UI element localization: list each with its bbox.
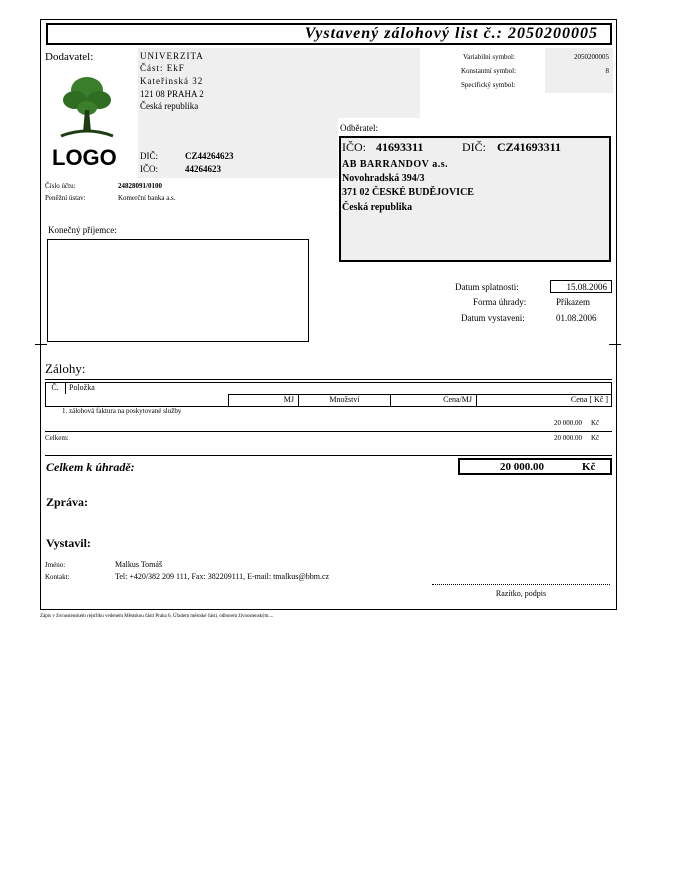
customer-dic-value: CZ41693311 [497, 140, 562, 154]
header-col-quantity: Množství [298, 394, 390, 406]
supplier-ico-label: IČO: [140, 164, 158, 174]
customer-street: Novohradská 394/3 [342, 173, 425, 184]
to-pay-currency: Kč [582, 461, 596, 473]
bank-value: Komerční banka a.s. [118, 194, 176, 202]
due-date-label: Datum splatnosti: [455, 282, 519, 292]
final-recipient-box [47, 239, 309, 342]
stamp-label: Razítko, podpis [495, 589, 547, 598]
supplier-dic-label: DIČ: [140, 151, 158, 161]
logo-text: LOGO [52, 145, 117, 170]
payment-method-label: Forma úhrady: [473, 297, 527, 307]
customer-dic-label: DIČ: [462, 140, 486, 154]
advances-heading: Zálohy: [45, 361, 86, 376]
variable-symbol-label: Variabilní symbol: [463, 53, 515, 61]
footer-note: Zápis v živnostenském rejstříku vedeném Městskou částí Praha 6, Úřadem městské části, odborem živnostenským.... [40, 614, 274, 619]
supplier-city: 121 08 PRAHA 2 [140, 89, 204, 99]
supplier-ico-value: 44264623 [185, 164, 221, 174]
to-pay-box [458, 458, 612, 475]
section-separator [35, 344, 47, 345]
specific-symbol-label: Specifický symbol: [461, 81, 516, 89]
customer-country: Česká republika [342, 202, 413, 213]
issue-date-label: Datum vystavení: [461, 313, 525, 323]
advances-header-row-1 [45, 382, 612, 394]
payment-method-value: Příkazem [556, 297, 590, 307]
header-col-price: Cena [ Kč ] [476, 394, 612, 406]
to-pay-rule [45, 455, 612, 456]
total-rule [45, 431, 612, 432]
tree-logo-icon [57, 70, 117, 140]
supplier-street: Kateřinská 32 [140, 76, 204, 86]
message-label: Zpráva: [46, 495, 88, 509]
variable-symbol-value: 2050200005 [574, 53, 609, 61]
customer-name: AB BARRANDOV a.s. [342, 159, 449, 170]
bank-label: Peněžní ústav: [45, 194, 86, 202]
account-value: 24828091/0100 [118, 182, 162, 190]
due-date-value: 15.08.2006 [550, 280, 612, 293]
section-separator [609, 344, 621, 345]
issuer-contact-label: Kontakt: [45, 573, 70, 581]
supplier-label: Dodavatel: [45, 51, 94, 63]
account-label: Číslo účtu: [45, 182, 76, 190]
advances-top-rule [45, 379, 612, 380]
supplier-part: Část: EkF [140, 63, 185, 73]
supplier-name: UNIVERZITA [140, 51, 204, 61]
customer-city: 371 02 ČESKÉ BUDĚJOVICE [342, 187, 474, 198]
header-col-item: Položka [65, 382, 612, 394]
to-pay-amount: 20 000.00 [500, 461, 544, 473]
issuer-name-value: Malkus Tomáš [115, 560, 163, 569]
issued-by-heading: Vystavil: [46, 536, 91, 550]
advance-row-amount: 20 000.00 [554, 419, 582, 427]
constant-symbol-value: 8 [605, 67, 609, 75]
advance-row-currency: Kč [591, 419, 600, 427]
document-title: Vystavený zálohový list č.: 2050200005 [46, 23, 612, 45]
supplier-id-grey-panel [138, 118, 338, 178]
header-col-price-unit: Cena/MJ [390, 394, 476, 406]
stamp-line [432, 584, 610, 585]
total-label: Celkem: [45, 434, 69, 442]
issuer-contact-value: Tel: +420/382 209 111, Fax: 382209111, E-mail: tmalkus@bbm.cz [115, 572, 330, 581]
constant-symbol-label: Konstantní symbol: [461, 67, 517, 75]
total-amount: 20 000.00 [554, 434, 582, 442]
customer-label: Odběratel: [340, 123, 378, 133]
supplier-dic-value: CZ44264623 [185, 151, 234, 161]
supplier-country: Česká republika [140, 101, 199, 111]
total-currency: Kč [591, 434, 600, 442]
advances-header-row-2 [228, 394, 612, 407]
final-recipient-label: Konečný příjemce: [48, 225, 117, 235]
advance-row-text: 1. zálohová faktura na poskytované služby [62, 407, 182, 415]
issue-date-value: 01.08.2006 [556, 313, 597, 323]
header-col-unit: MJ [228, 394, 298, 406]
header-col-number: Č. [51, 383, 59, 392]
customer-ico-value: 41693311 [376, 140, 424, 154]
to-pay-label: Celkem k úhradě: [46, 460, 135, 474]
customer-ico-label: IČO: [342, 140, 366, 154]
issuer-name-label: Jméno: [45, 561, 66, 569]
